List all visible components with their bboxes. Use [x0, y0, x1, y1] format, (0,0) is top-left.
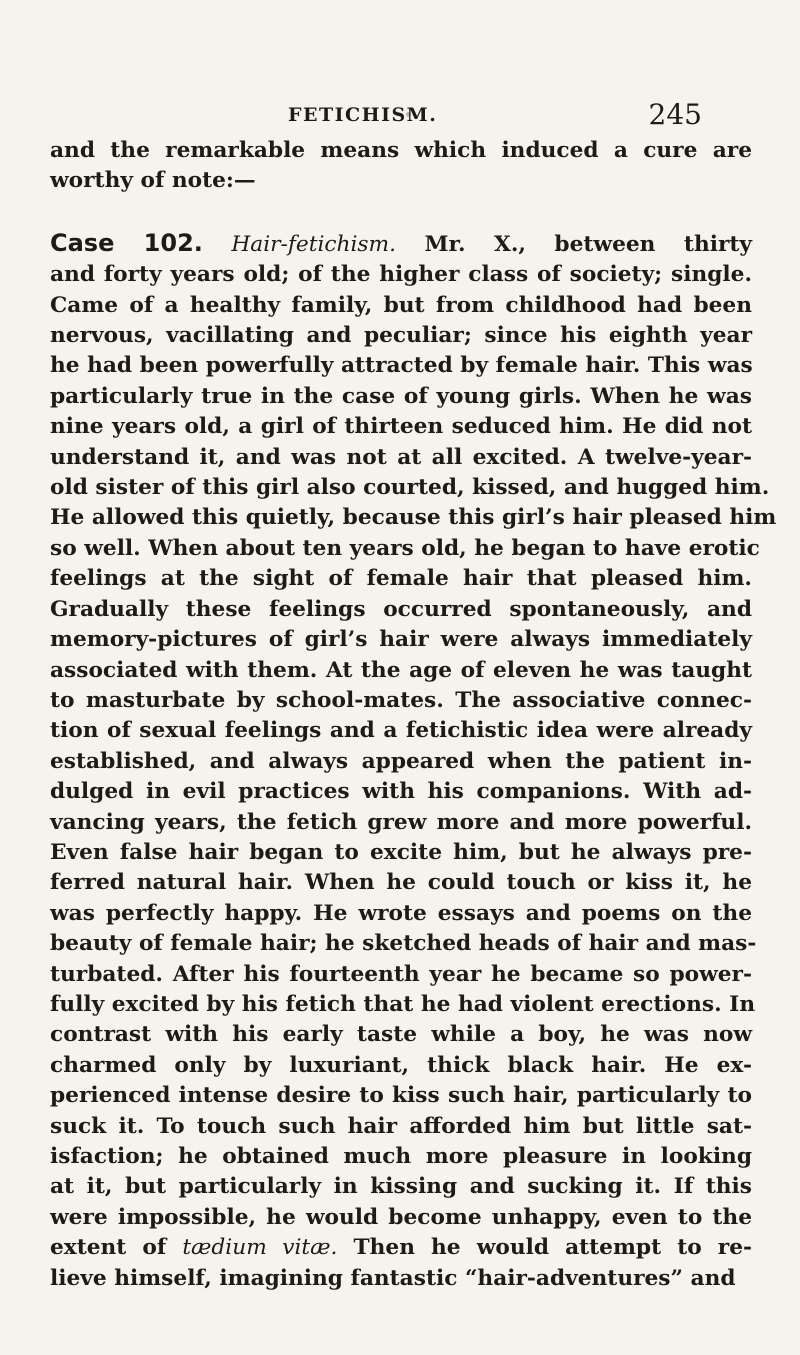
text-line: Even false hair began to excite him, but he always pre-	[50, 839, 752, 865]
text-line: beauty of female hair; he sketched heads of hair and mas-	[50, 931, 757, 957]
text-line: so well. When about ten years old, he began to have erotic	[50, 535, 760, 561]
case-lines	[50, 260, 777, 1233]
text-line: He allowed this quietly, because this girl’s hair pleased him	[50, 505, 777, 531]
text-line: perienced intense desire to kiss such hair, particularly to	[50, 1083, 752, 1109]
text-line: lieve himself, imagining fantastic “hair-adventures” and	[50, 1265, 736, 1291]
text-line: particularly true in the case of young girls. When he was	[50, 383, 752, 409]
case-label: Case 102.	[50, 228, 203, 257]
case-heading-line	[50, 228, 752, 260]
text-line	[50, 1233, 752, 1263]
text-line: isfaction; he obtained much more pleasure in looking	[50, 1144, 752, 1169]
text-line: contrast with his early taste while a boy, he was now	[50, 1022, 752, 1048]
text-line: charmed only by luxuriant, thick black hair. He ex-	[50, 1052, 752, 1078]
text-line: associated with them. At the age of eleven he was taught	[50, 657, 752, 683]
text-line: was perfectly happy. He wrote essays and poems on the	[50, 900, 752, 926]
text-line: to masturbate by school-mates. The associative connec-	[50, 687, 752, 713]
page-number: 245	[648, 98, 702, 131]
text-line: nine years old, a girl of thirteen seduced him. He did not	[50, 414, 752, 440]
text-line: dulged in evil practices with his companions. With ad-	[50, 779, 752, 805]
text-line: Gradually these feelings occurred spontaneously, and	[50, 596, 752, 622]
text-line: tion of sexual feelings and a fetichistic idea were already	[50, 718, 752, 744]
text-line: and forty years old; of the higher class of society; single.	[50, 262, 752, 288]
text-line: nervous, vacillating and peculiar; since his eighth year	[50, 323, 752, 349]
text-line: were impossible, he would become unhappy, even to the	[50, 1204, 752, 1230]
text-line: feelings at the sight of female hair that pleased him.	[50, 566, 752, 592]
case-first-line-text: Mr. X., between thirty	[424, 231, 752, 257]
text-line: Came of a healthy family, but from childhood had been	[50, 292, 752, 318]
page-header	[0, 98, 800, 134]
text-line: established, and always appeared when the patient in-	[50, 748, 752, 774]
text-line: suck it. To touch such hair afforded him but little sat-	[50, 1113, 752, 1139]
text-line: fully excited by his fetich that he had violent erections. In	[50, 991, 756, 1017]
text-line: ferred natural hair. When he could touch or kiss it, he	[50, 870, 752, 896]
text-line: and the remarkable means which induced a cure are	[50, 138, 752, 163]
italic-phrase: tædium vitæ.	[182, 1235, 338, 1261]
body-text	[50, 136, 777, 1294]
text-line: old sister of this girl also courted, kissed, and hugged him.	[50, 475, 770, 501]
text-fragment: extent of	[50, 1235, 167, 1261]
running-head: FETICHISM.	[288, 104, 438, 126]
text-line: at it, but particularly in kissing and sucking it. If this	[50, 1174, 752, 1200]
case-title: Hair-fetichism.	[231, 231, 397, 257]
text-fragment: Then he would attempt to re-	[353, 1235, 752, 1261]
text-line: vancing years, the fetich grew more and more powerful.	[50, 809, 752, 835]
text-line: memory-pictures of girl’s hair were always immediately	[50, 627, 752, 653]
text-line: understand it, and was not at all excited. A twelve-year-	[50, 444, 752, 470]
text-line: turbated. After his fourteenth year he became so power-	[50, 961, 752, 987]
text-line: worthy of note:—	[50, 168, 256, 194]
text-line: he had been powerfully attracted by female hair. This was	[50, 353, 753, 379]
